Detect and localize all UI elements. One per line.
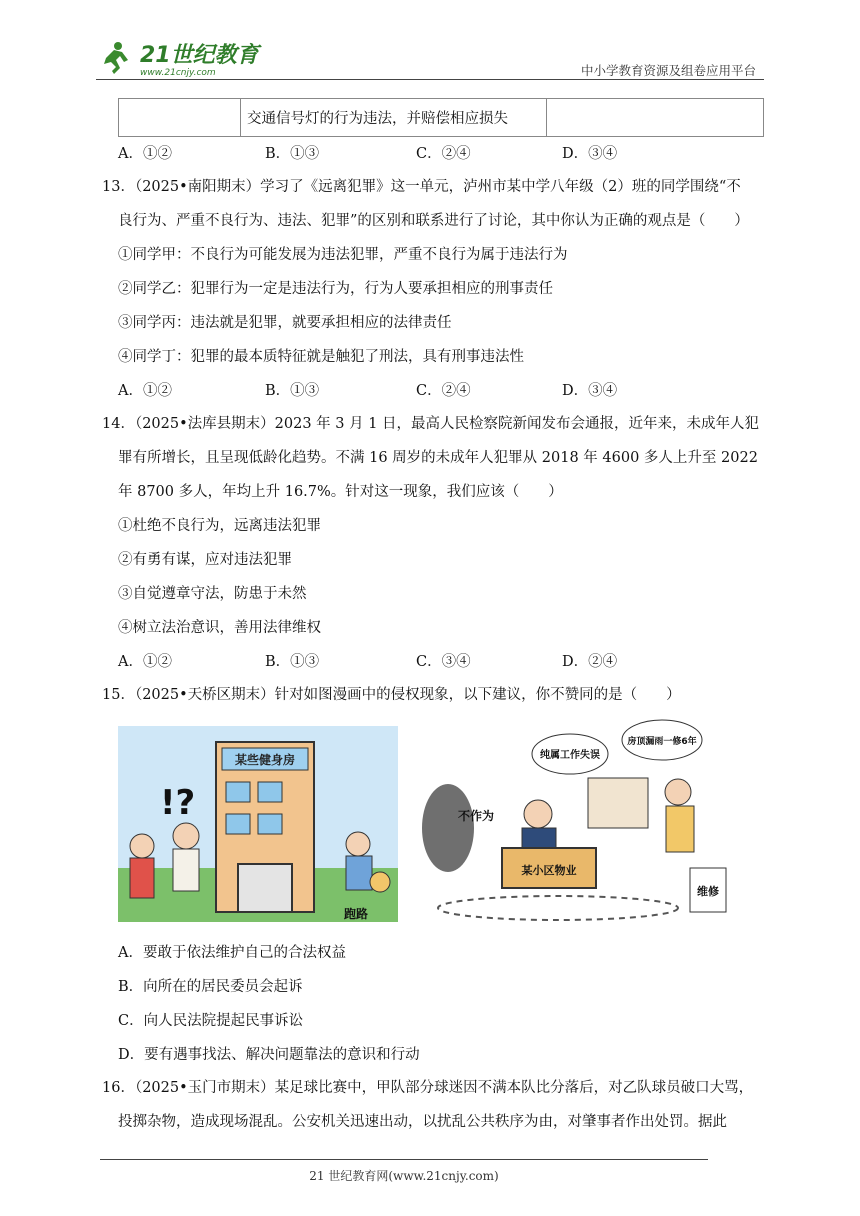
svg-text:www.21cnjy.com: www.21cnjy.com xyxy=(140,68,216,78)
option-b[interactable]: B．①③ xyxy=(265,146,320,162)
svg-text:维修: 维修 xyxy=(697,885,719,898)
table-cell: 交通信号灯的行为违法，并赔偿相应损失 xyxy=(241,99,547,137)
svg-text:某小区物业: 某小区物业 xyxy=(521,864,577,877)
q16-stem-line2: 投掷杂物，造成现场混乱。公安机关迅速出动，以扰乱公共秩序为由，对肇事者作出处罚。据此 xyxy=(118,1114,727,1130)
site-logo xyxy=(96,38,266,80)
q13-stem-line1: 13．（2025•南阳期末）学习了《远离犯罪》这一单元，泸州市某中学八年级（2）班的同学围绕“不 xyxy=(102,179,741,195)
header-divider xyxy=(96,79,764,80)
svg-text:某些健身房: 某些健身房 xyxy=(234,753,296,767)
svg-text:纯属工作失误: 纯属工作失误 xyxy=(540,750,600,761)
option-c[interactable]: C．③④ xyxy=(416,654,471,670)
q15-cartoons xyxy=(118,718,730,926)
cartoon-property-inaction xyxy=(404,718,730,926)
q12-options xyxy=(118,144,658,164)
option-b[interactable]: B．①③ xyxy=(265,383,320,399)
option-c[interactable]: C．②④ xyxy=(416,146,471,162)
option-c[interactable]: C．②④ xyxy=(416,383,471,399)
svg-text:不作为: 不作为 xyxy=(458,809,495,823)
table-cell xyxy=(547,99,764,137)
table-cell xyxy=(119,99,241,137)
svg-text:21世纪教育: 21世纪教育 xyxy=(140,43,259,68)
table-row xyxy=(119,99,764,137)
q14-options xyxy=(118,652,658,672)
q14-statement-4: ④树立法治意识，善用法律维权 xyxy=(118,620,321,636)
footer-divider xyxy=(100,1159,708,1160)
q15-option-c[interactable]: C．向人民法院提起民事诉讼 xyxy=(118,1013,304,1029)
runner-icon xyxy=(104,42,128,74)
cartoon-gym-runaway xyxy=(118,726,398,922)
option-d[interactable]: D．②④ xyxy=(562,654,618,670)
q13-statement-3: ③同学丙：违法就是犯罪，就要承担相应的法律责任 xyxy=(118,315,452,331)
previous-question-table xyxy=(118,98,764,137)
option-a[interactable]: A．①② xyxy=(118,654,172,670)
q15-option-a[interactable]: A．要敢于依法维护自己的合法权益 xyxy=(118,945,346,961)
q13-stem-line2: 良行为、严重不良行为、违法、犯罪”的区别和联系进行了讨论，其中你认为正确的观点是（ ） xyxy=(118,213,749,229)
q13-options xyxy=(118,381,658,401)
svg-text:房顶漏雨一修6年: 房顶漏雨一修6年 xyxy=(627,737,697,747)
footer-text: 21 世纪教育网(www.21cnjy.com) xyxy=(309,1169,499,1183)
q15-option-d[interactable]: D．要有遇事找法、解决问题靠法的意识和行动 xyxy=(118,1047,420,1063)
q13-statement-1: ①同学甲：不良行为可能发展为违法犯罪，严重不良行为属于违法行为 xyxy=(118,247,568,263)
option-d[interactable]: D．③④ xyxy=(562,146,618,162)
q14-stem-line3: 年 8700 多人，年均上升 16.7%。针对这一现象，我们应该（ ） xyxy=(118,484,563,500)
option-b[interactable]: B．①③ xyxy=(265,654,320,670)
svg-text:跑路: 跑路 xyxy=(344,907,369,921)
q14-statement-3: ③自觉遵章守法，防患于未然 xyxy=(118,586,307,602)
q13-statement-4: ④同学丁：犯罪的最本质特征就是触犯了刑法，具有刑事违法性 xyxy=(118,349,524,365)
q13-statement-2: ②同学乙：犯罪行为一定是违法行为，行为人要承担相应的刑事责任 xyxy=(118,281,553,297)
platform-name: 中小学教育资源及组卷应用平台 xyxy=(580,63,756,78)
q16-stem-line1: 16．（2025•玉门市期末）某足球比赛中，甲队部分球迷因不满本队比分落后，对乙队球员破口大骂， xyxy=(102,1080,754,1096)
q15-option-b[interactable]: B．向所在的居民委员会起诉 xyxy=(118,979,303,995)
q14-stem-line1: 14．（2025•法库县期末）2023 年 3 月 1 日，最高人民检察院新闻发布会通报，近年来，未成年人犯 xyxy=(102,416,760,432)
q14-statement-2: ②有勇有谋，应对违法犯罪 xyxy=(118,552,292,568)
svg-text:!?: !? xyxy=(160,783,196,823)
q15-stem-line1: 15．（2025•天桥区期末）针对如图漫画中的侵权现象，以下建议，你不赞同的是（ ） xyxy=(102,687,681,703)
q14-stem-line2: 罪有所增长，且呈现低龄化趋势。不满 16 周岁的未成年人犯罪从 2018 年 4600 多人上升至 2022 xyxy=(118,450,758,466)
option-a[interactable]: A．①② xyxy=(118,383,172,399)
option-a[interactable]: A．①② xyxy=(118,146,172,162)
option-d[interactable]: D．③④ xyxy=(562,383,618,399)
q14-statement-1: ①杜绝不良行为，远离违法犯罪 xyxy=(118,518,321,534)
